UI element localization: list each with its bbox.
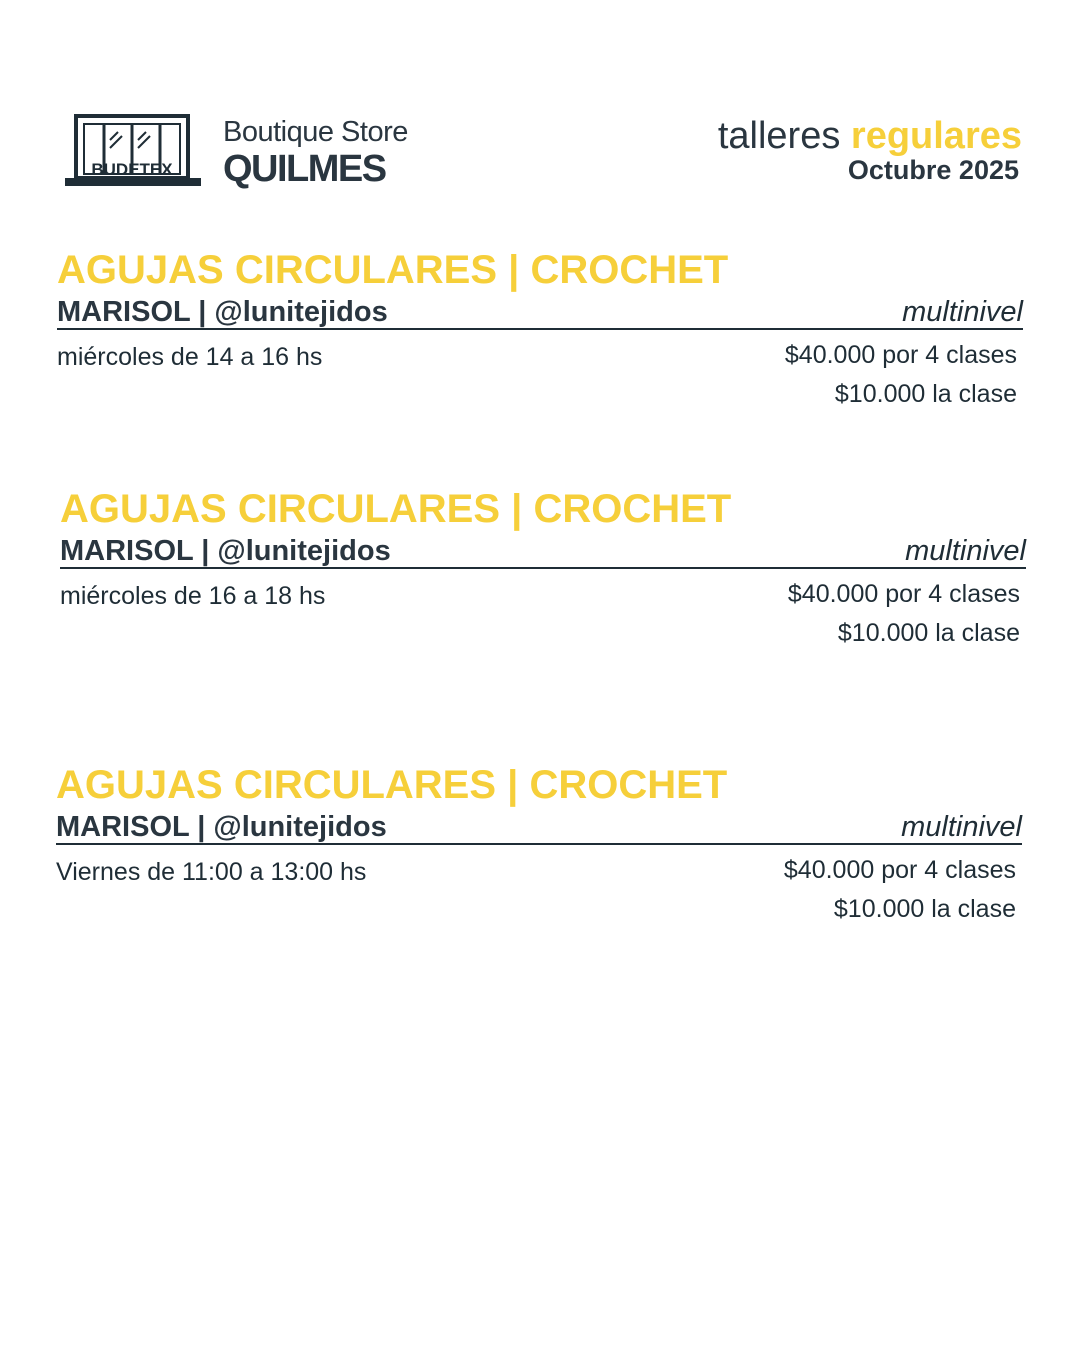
workshop-title: AGUJAS CIRCULARES | CROCHET <box>56 763 728 807</box>
workshop-title: AGUJAS CIRCULARES | CROCHET <box>57 248 729 292</box>
header-subtitle: Octubre 2025 <box>847 155 1019 185</box>
header-title <box>718 114 1022 158</box>
brand-name-line1: Boutique Store <box>223 116 408 148</box>
workshop-subheader <box>56 807 1022 845</box>
workshop-price-pack: $40.000 por 4 clases <box>784 341 1017 369</box>
workshop-card <box>56 763 1022 929</box>
workshop-subheader <box>57 292 1023 330</box>
workshop-prices <box>788 575 1026 653</box>
workshop-body <box>60 575 1026 653</box>
workshop-price-single: $10.000 la clase <box>833 895 1016 923</box>
workshop-schedule: miércoles de 14 a 16 hs <box>57 343 323 371</box>
brand-name-line2: QUILMES <box>223 148 386 190</box>
workshop-card <box>57 248 1023 414</box>
workshop-card <box>60 487 1026 653</box>
workshop-body <box>57 336 1023 414</box>
logo-text: BUDETEX <box>91 160 173 179</box>
workshop-subheader <box>60 531 1026 569</box>
workshop-level: multinivel <box>905 535 1026 567</box>
header-title-plain: talleres <box>717 115 851 157</box>
workshop-prices <box>784 851 1022 929</box>
header-title-accent: regulares <box>850 115 1022 157</box>
budetex-logo-icon <box>64 112 204 192</box>
workshop-price-single: $10.000 la clase <box>837 619 1020 647</box>
workshop-teacher: MARISOL | @lunitejidos <box>57 296 388 328</box>
workshop-body <box>56 851 1022 929</box>
header-title-block <box>718 114 1022 184</box>
workshop-price-pack: $40.000 por 4 clases <box>787 580 1020 608</box>
workshop-teacher: MARISOL | @lunitejidos <box>56 811 387 843</box>
workshop-schedule: miércoles de 16 a 18 hs <box>60 582 326 610</box>
workshop-schedule: Viernes de 11:00 a 13:00 hs <box>56 858 367 886</box>
workshop-teacher: MARISOL | @lunitejidos <box>60 535 391 567</box>
workshop-price-single: $10.000 la clase <box>834 380 1017 408</box>
workshop-level: multinivel <box>902 296 1023 328</box>
workshop-prices <box>785 336 1023 414</box>
workshop-level: multinivel <box>901 811 1022 843</box>
workshop-title: AGUJAS CIRCULARES | CROCHET <box>60 487 732 531</box>
workshop-price-pack: $40.000 por 4 clases <box>783 856 1016 884</box>
